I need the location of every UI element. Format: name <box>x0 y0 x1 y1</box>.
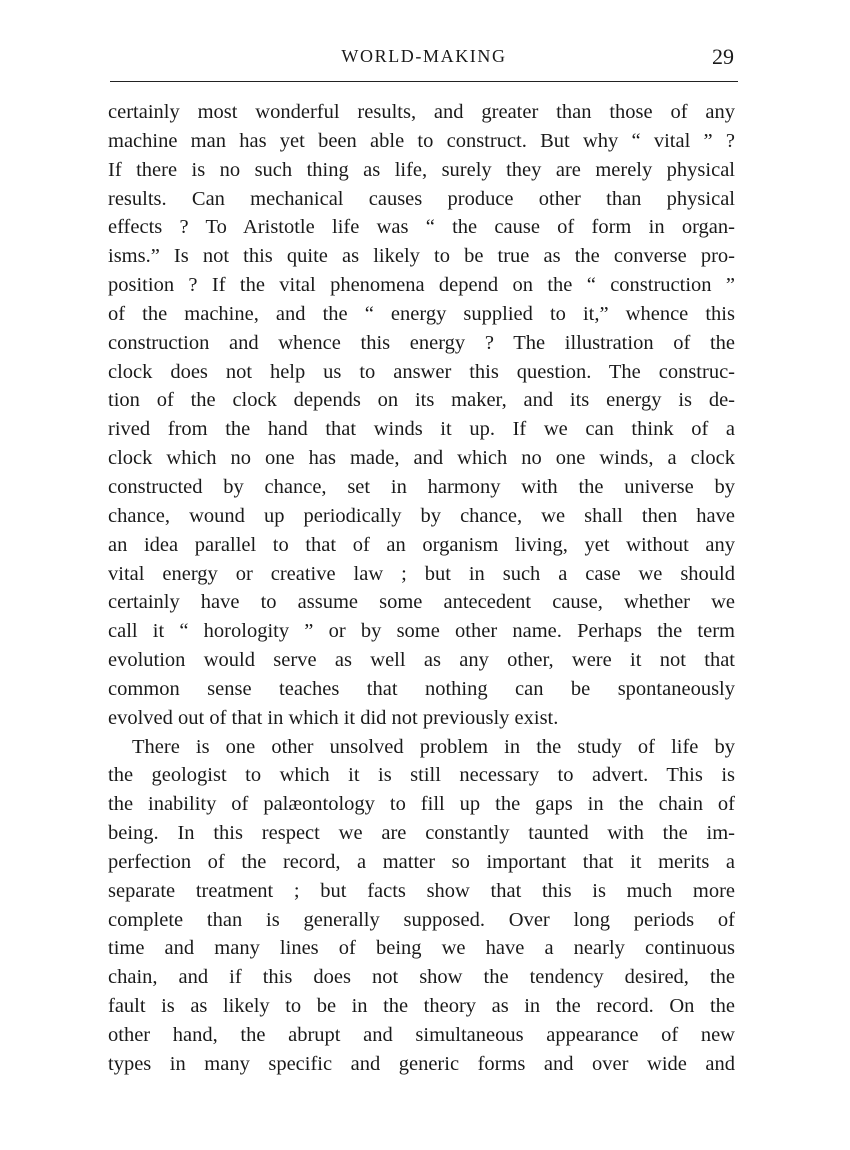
text-line: fault is as likely to be in the theory as in the record. On the <box>108 995 735 1018</box>
text-line: results. Can mechanical causes produce other than physical <box>108 187 735 210</box>
text-line: the geologist to which it is still necessary to advert. This is <box>108 764 735 787</box>
text-line: evolved out of that in which it did not previously exist. <box>108 706 559 729</box>
text-line: constructed by chance, set in harmony with the universe by <box>108 475 735 498</box>
text-line: complete than is generally supposed. Over long periods of <box>108 908 735 931</box>
text-line: the inability of palæontology to fill up the gaps in the chain of <box>108 793 735 816</box>
text-line: call it “ horologity ” or by some other name. Perhaps the term <box>108 620 735 643</box>
text-line: position ? If the vital phenomena depend on the “ construction ” <box>108 274 735 297</box>
text-line: other hand, the abrupt and simultaneous appearance of new <box>108 1024 735 1046</box>
text-line: rived from the hand that winds it up. If we can think of a <box>108 418 735 441</box>
text-line: chain, and if this does not show the tendency desired, the <box>108 966 735 989</box>
text-line: machine man has yet been able to construct. But why “ vital ” ? <box>108 129 735 152</box>
text-line: certainly have to assume some antecedent cause, whether we <box>108 591 735 614</box>
text-line: isms.” Is not this quite as likely to be true as the converse pro- <box>108 245 735 268</box>
text-line: There is one other unsolved problem in the study of life by <box>132 735 735 758</box>
paragraph-1 <box>108 98 735 733</box>
paragraph-2 <box>108 733 735 1079</box>
body-text <box>108 98 735 1079</box>
running-head <box>108 42 740 78</box>
text-line: common sense teaches that nothing can be spontaneously <box>108 677 735 700</box>
text-line: separate treatment ; but facts show that this is much more <box>108 879 735 902</box>
running-title: WORLD-MAKING <box>341 46 507 66</box>
text-line: tion of the clock depends on its maker, and its energy is de- <box>108 389 735 412</box>
text-line: types in many specific and generic forms and over wide and <box>108 1052 735 1075</box>
text-line: If there is no such thing as life, surely they are merely physical <box>108 158 735 181</box>
text-line: construction and whence this energy ? The illustration of the <box>108 331 735 354</box>
text-line: certainly most wonderful results, and greater than those of any <box>108 101 735 123</box>
text-line: vital energy or creative law ; but in such a case we should <box>108 562 735 585</box>
page-number: 29 <box>712 44 734 69</box>
text-line: perfection of the record, a matter so important that it merits a <box>108 850 735 873</box>
text-line: effects ? To Aristotle life was “ the cause of form in organ- <box>108 216 735 239</box>
text-line: an idea parallel to that of an organism living, yet without any <box>108 533 735 556</box>
text-line: chance, wound up periodically by chance, we shall then have <box>108 504 735 527</box>
text-line: of the machine, and the “ energy supplied to it,” whence this <box>108 302 735 325</box>
text-line: being. In this respect we are constantly taunted with the im- <box>108 822 735 845</box>
text-line: time and many lines of being we have a nearly continuous <box>108 937 735 960</box>
header-rule <box>110 81 738 82</box>
text-line: evolution would serve as well as any other, were it not that <box>108 649 735 672</box>
text-line: clock which no one has made, and which no one winds, a clock <box>108 447 735 470</box>
text-line: clock does not help us to answer this question. The construc- <box>108 360 735 383</box>
